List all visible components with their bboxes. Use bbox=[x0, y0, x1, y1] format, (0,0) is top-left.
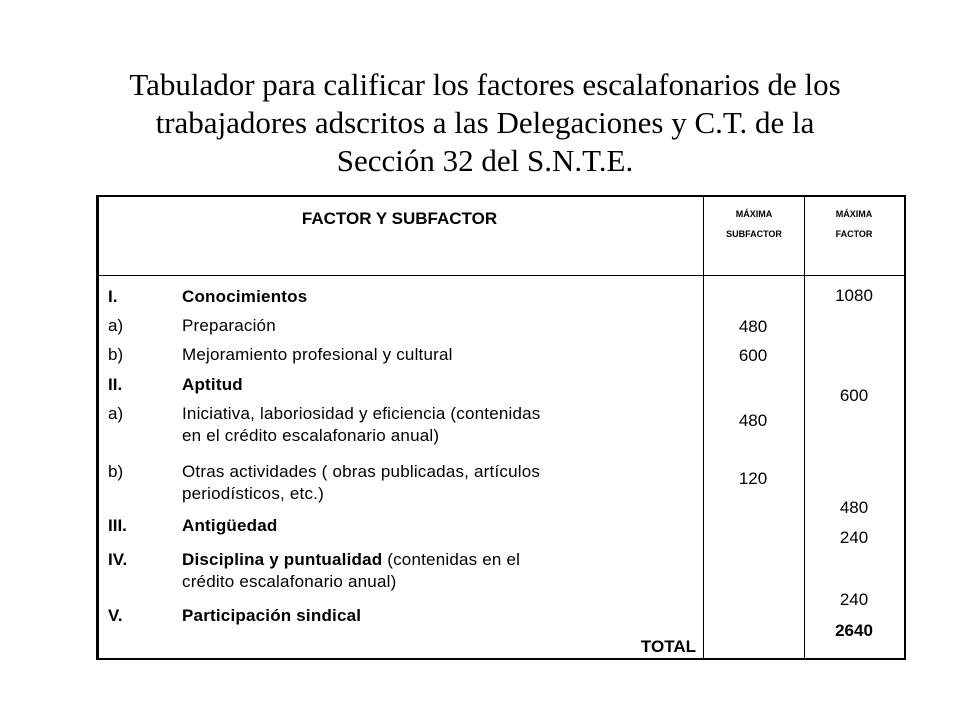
row-label: III. bbox=[108, 516, 127, 535]
factor-value: 240 bbox=[839, 590, 869, 609]
row-text-rest: (contenidas en el bbox=[382, 550, 521, 569]
header-max-factor-line1: MÁXIMA bbox=[835, 209, 873, 219]
page-title bbox=[60, 66, 910, 180]
header-factor-subfactor: FACTOR Y SUBFACTOR bbox=[301, 209, 498, 228]
factor-value: 480 bbox=[839, 498, 869, 517]
row-text-line1: Iniciativa, laboriosidad y eficiencia (contenidas bbox=[182, 404, 541, 423]
title-line-3: Sección 32 del S.N.T.E. bbox=[336, 143, 634, 178]
row-text-bold: Disciplina y puntualidad bbox=[182, 550, 383, 569]
header-max-subfactor-line1: MÁXIMA bbox=[735, 209, 773, 219]
row-label: IV. bbox=[108, 550, 128, 569]
row-text: Aptitud bbox=[182, 375, 243, 394]
table-border-right bbox=[904, 195, 906, 660]
factor-value: 1080 bbox=[835, 286, 873, 305]
row-label: V. bbox=[108, 606, 123, 625]
row-text-line2: periodísticos, etc.) bbox=[182, 484, 324, 503]
row-text bbox=[182, 461, 540, 505]
row-label: II. bbox=[108, 375, 123, 394]
factor-value: 600 bbox=[839, 386, 869, 405]
table-border-top bbox=[96, 195, 906, 197]
total-value: 2640 bbox=[835, 621, 873, 640]
row-text: Preparación bbox=[182, 316, 276, 335]
factor-value: 240 bbox=[839, 528, 869, 547]
row-text-line2: crédito escalafonario anual) bbox=[182, 572, 397, 591]
row-text: Participación sindical bbox=[182, 606, 362, 625]
title-line-2: trabajadores adscritos a las Delegaciones y C.T. de la bbox=[155, 105, 815, 140]
header-max-subfactor-line2: SUBFACTOR bbox=[726, 229, 782, 239]
row-text: Conocimientos bbox=[182, 287, 308, 306]
subfactor-value: 600 bbox=[738, 346, 768, 365]
subfactor-value: 480 bbox=[738, 317, 768, 336]
tabulator-table bbox=[96, 195, 906, 660]
row-text bbox=[182, 403, 541, 447]
table-border-left bbox=[96, 195, 99, 660]
subfactor-value: 480 bbox=[738, 411, 768, 430]
row-text-line1 bbox=[182, 549, 520, 571]
title-line-1: Tabulador para calificar los factores escalafonarios de los bbox=[129, 67, 841, 102]
row-text bbox=[182, 549, 520, 593]
row-label: b) bbox=[108, 462, 124, 481]
header-max-factor-line2: FACTOR bbox=[835, 229, 873, 239]
row-text-line1: Otras actividades ( obras publicadas, artículos bbox=[182, 462, 541, 481]
row-label: a) bbox=[108, 316, 124, 335]
row-text: Mejoramiento profesional y cultural bbox=[182, 345, 453, 364]
subfactor-value: 120 bbox=[738, 469, 768, 488]
header-max-subfactor bbox=[704, 204, 804, 244]
table-border-bottom bbox=[96, 658, 906, 660]
row-label: I. bbox=[108, 287, 118, 306]
row-label: b) bbox=[108, 345, 124, 364]
row-label: a) bbox=[108, 404, 124, 423]
total-label: TOTAL bbox=[640, 637, 696, 656]
header-max-factor bbox=[804, 204, 904, 244]
row-text: Antigüedad bbox=[182, 516, 278, 535]
table-border-header-bottom bbox=[96, 275, 906, 276]
row-text-line2: en el crédito escalafonario anual) bbox=[182, 426, 440, 445]
